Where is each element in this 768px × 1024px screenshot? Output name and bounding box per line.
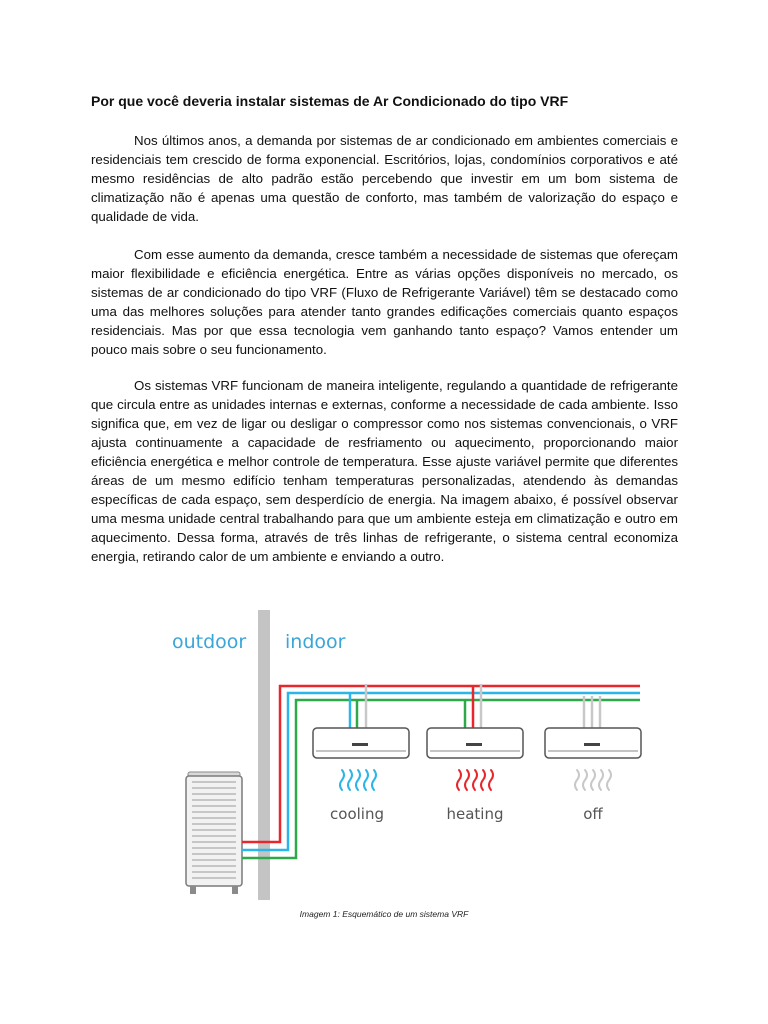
cooling-label: cooling	[330, 805, 384, 823]
indoor-unit-heating	[427, 728, 523, 758]
figure-caption: Imagem 1: Esquemático de um sistema VRF	[299, 909, 469, 919]
paragraph-demand: Com esse aumento da demanda, cresce também a necessidade de sistemas que ofereçam maior flexibilidade e eficiência energética. Entre as várias opções disponíveis no mercado, os sistemas de ar condicionado do tipo VRF (Fluxo de Refrigerante Variável) têm se destacado como uma das melhores soluções para atender tanto grandes edificações comerciais quanto espaços residenciais. Mas por que essa tecnologia vem ganhando tanto espaço? Vamos entender um pouco mais sobre o seu funcionamento.	[91, 247, 678, 357]
vrf-schematic-figure	[150, 610, 650, 905]
indoor-label: indoor	[285, 631, 346, 653]
heating-label: heating	[446, 805, 504, 823]
cooling-waves-icon	[340, 770, 376, 790]
document-title: Por que você deveria instalar sistemas de Ar Condicionado do tipo VRF	[91, 93, 569, 109]
paragraph-operation: Os sistemas VRF funcionam de maneira inteligente, regulando a quantidade de refrigerante que circula entre as unidades internas e externas, conforme a necessidade de cada ambiente. Isso significa que, em vez de ligar ou desligar o compressor como nos sistemas convencionais, o VRF ajusta continuamente a capacidade de resfriamento ou aquecimento, proporcionando maior eficiência energética e melhor controle de temperatura. Esse ajuste variável permite que diferentes áreas de um mesmo edifício tenham temperaturas personalizadas, atendendo às demandas específicas de cada espaço, sem desperdício de energia. Na imagem abaixo, é possível observar uma mesma unidade central trabalhando para que um ambiente esteja em climatização e outro em aquecimento. Dessa forma, através de três linhas de refrigerante, o sistema central economiza energia, retirando calor de um ambiente e enviando a outro.	[91, 378, 678, 564]
cold-line	[242, 693, 640, 850]
outdoor-label: outdoor	[172, 631, 247, 653]
indoor-unit-cooling	[313, 728, 409, 758]
wall-divider	[258, 610, 270, 900]
heating-waves-icon	[457, 770, 493, 790]
green-line	[242, 700, 640, 858]
indoor-unit-off	[545, 728, 641, 758]
outdoor-unit	[186, 772, 242, 894]
hot-line	[242, 686, 640, 842]
off-label: off	[583, 805, 603, 823]
refrigerant-lines	[242, 684, 640, 858]
paragraph-intro: Nos últimos anos, a demanda por sistemas de ar condicionado em ambientes comerciais e residenciais tem crescido de forma exponencial. Escritórios, lojas, condomínios corporativos e até mesmo residências de alto padrão estão percebendo que investir em um bom sistema de climatização não é apenas uma questão de conforto, mas também de valorização do espaço e qualidade de vida.	[91, 133, 678, 224]
off-waves-icon	[575, 770, 611, 790]
